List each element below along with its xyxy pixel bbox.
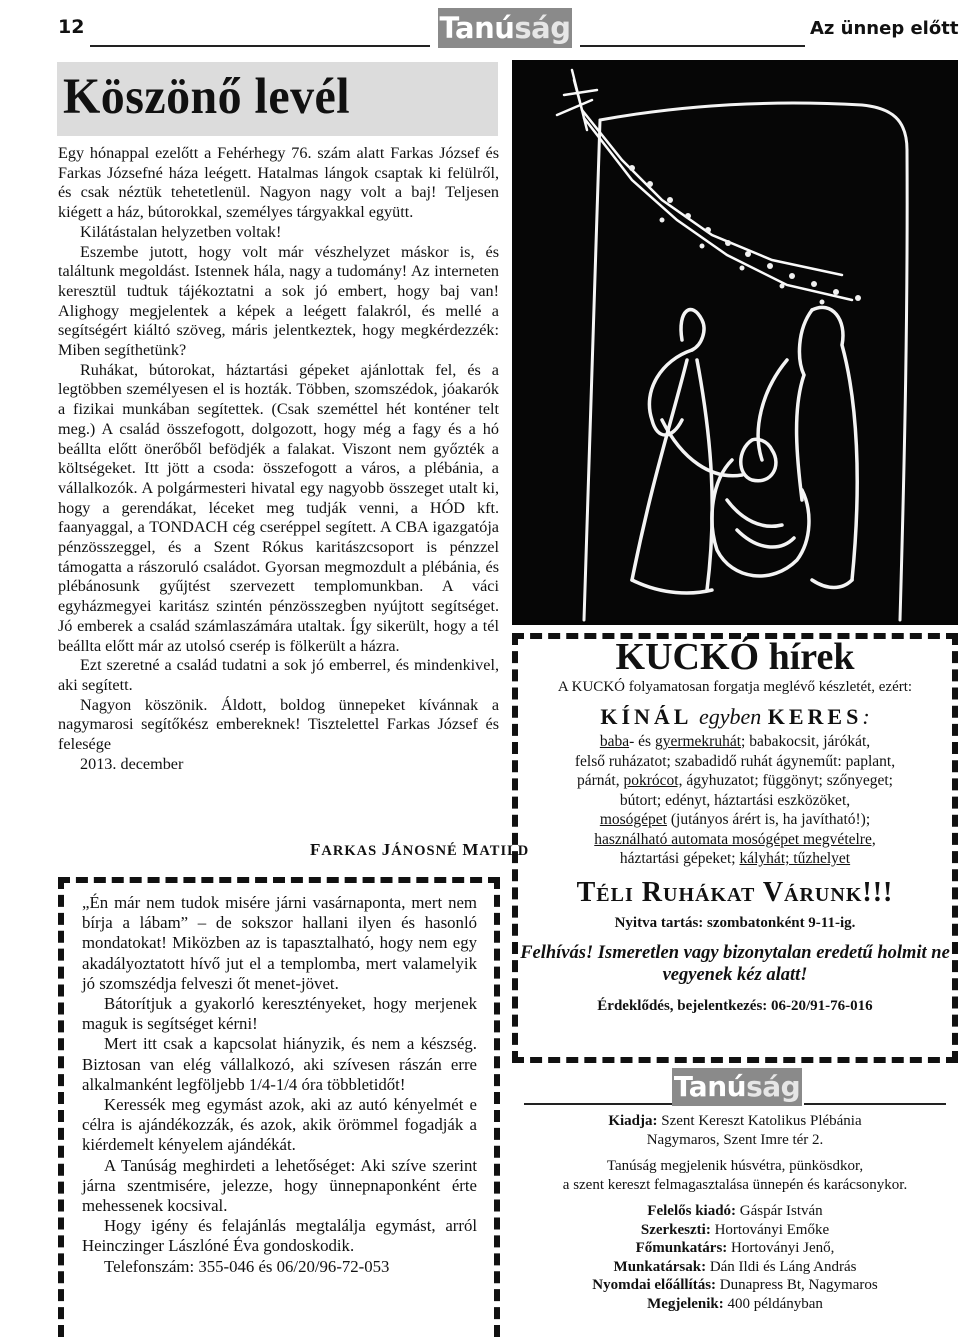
paragraph: Ezt szeretné a család tudatni a sok jó emberrel, és mindenkivel, aki segített.	[58, 656, 499, 694]
kucko-warning: Felhívás! Ismeretlen vagy bizonytalan eredetű holmit ne vegyenek kéz alatt!	[520, 942, 950, 985]
paragraph: Kilátástalan helyzetben voltak!	[80, 222, 282, 241]
header-rule-left	[90, 45, 430, 47]
paragraph: Hogy igény és felajánlás megtalálja egymást, arról Heinczinger Lászlóné Éva gondoskodik.	[82, 1216, 477, 1256]
paragraph: Nagyon köszönik. Áldott, boldog ünnepeket kívánnak a nagymarosi segítőkész embereknek! Tisztelettel Farkas József és felesége	[58, 695, 499, 754]
paragraph: Telefonszám: 355-046 és 06/20/96-72-053	[104, 1256, 390, 1276]
paragraph: Egy hónappal ezelőtt a Fehérhegy 76. szám alatt Farkas József és Farkas Józsefné háza leégett. Hatalmas lángok csaptak ki felülről, és csak néztük tehetetlenül. Nagyon nagy volt a baj! Teljesen kiégett a ház, bútorokkal, személyes tárgyakkal együtt.	[58, 144, 499, 222]
imprint-role: Megjelenik: 400 példányban	[647, 1295, 823, 1312]
kucko-contact: Érdeklődés, bejelentkezés: 06-20/91-76-016	[597, 997, 873, 1014]
imprint-role: Felelős kiadó: Gáspár István	[647, 1203, 823, 1219]
imprint-rule-left	[524, 1103, 672, 1105]
paragraph: „Én már nem tudok misére járni vasárnaponta, mert nem bírja a lábam” – de sokszor hallani ilyen és hasonló mondatokat! Miközben az is tapasztalható, hogy nem egy akadályoztatott hívő jut el a templomba, mert valamelyik jó szomszédja felveszi őt menet-jövet.	[82, 893, 477, 993]
paragraph: 2013. december	[80, 754, 184, 773]
quote-box	[58, 877, 500, 1337]
paragraph: Ruhákat, bútorokat, háztartási gépeket ajánlottak fel, és a legtöbben személyesen el is hozták. Többen, szomszédok, jóakarók a fizikai munkában segítettek. (Csak szeméttel hét konténer telt meg.) A család összefogott, dolgozott, hogy még a fagy és a hó beállta előtt önerőből befödjék a falakat. Viszont nem győzték a költségeket. Itt jött a csoda: összefogott a város, a plébánia, a vállalkozók. A polgármesteri hivatal egy nagyobb összeget utalt ki, hogy a gerendákat, léceket meg tudják venni, a HÓD kft. faanyaggal, a TONDACH cég cseréppel segített. A CBA igazgatója pénzösszeggel, és a Szent Rókus karitászcsoport is pénzzel támogatta a rászoruló családot. Gyorsan megmozdult a plébánia, és plébánosunk gyűjtést szervezett templomunkban. A váci egyházmegyei karitász szintén pénzösszegben nyújtott segítséget. Jó emberek a család számlaszámára utaltak. Így sikerült, hogy a tél beállta előtt már az utolsó cserép is fölkerült a házra.	[58, 360, 499, 655]
article-body	[58, 144, 499, 775]
imprint-role: Nyomdai előállítás: Dunapress Bt, Nagymaros	[592, 1277, 878, 1293]
kucko-opening-hours: Nyitva tartás: szombatonként 9-11-ig.	[614, 914, 856, 931]
page-number: 12	[58, 16, 85, 38]
paragraph: Mert itt csak a kapcsolat hiányzik, és nem a készség. Biztosan van elég vállalkozó, aki szívesen rászán erre alkalmanként legföljebb 1/4-1/4 óra többletidőt!	[82, 1034, 477, 1094]
article-title-box	[57, 62, 498, 136]
kucko-title: KUCKÓ hírek	[615, 636, 855, 678]
imprint-role: Főmunkatárs: Hortoványi Jenő,	[635, 1240, 835, 1256]
paragraph: Bátorítjuk a gyakorló keresztényeket, hogy merjenek maguk is segítséget kérni!	[82, 994, 477, 1034]
kucko-kinal-keres: KÍNÁL egyben KERES:	[600, 704, 870, 729]
kucko-item-list: baba- és gyermekruhát; babakocsit, járókát, felső ruházatot; szabadidő ruhát ágyneműt: paplant, párnát, pokrócot, ágyhuzatot; függönyt; szőnyeget; bútort; edényt, háztartási eszközöket, mosógépet (jutányos árért is, ha javítható!); használható automata mosógépet megvételre, háztartási gépeket; kályhát; tűzhelyet	[574, 733, 896, 867]
header-rule-right	[580, 45, 805, 47]
section-title: Az ünnep előtt	[810, 18, 959, 39]
nativity-light-photo	[512, 60, 958, 625]
imprint: Kiadja: Szent Kereszt Katolikus Plébánia Nagymaros, Szent Imre tér 2. Tanúság megjelenik húsvétra, pünkösdkor, a szent kereszt felmagasztalása ünnepén és karácsonykor. Felelős kiadó: Gáspár István Szerkeszti: Hortoványi Emőke Főmunkatárs: Hortoványi Jenő, Munkatársak: Dán Ildi és Láng András Nyomdai előállítás: Dunapress Bt, Nagymaros Megjelenik: 400 példányban	[512, 1112, 958, 1313]
kucko-winter-clothes: TÉLI RUHÁKAT VÁRUNK!!!	[576, 876, 894, 908]
imprint-role: Szerkeszti: Hortoványi Emőke	[640, 1221, 830, 1238]
paragraph: Keressék meg egymást azok, aki az autó kényelmét e célra is ajándékozzák, és azok, akik örömmel fogadják a kiérdemelt kényelem ajándékát.	[82, 1095, 477, 1155]
paragraph: A Tanúság meghirdeti a lehetőséget: Aki szíve szerint járna szentmisére, jelezze, hogy ünnepnaponként érte mehessenek kocsival.	[82, 1155, 477, 1216]
kucko-intro: A KUCKÓ folyamatosan forgatja meglévő készletét, ezért:	[557, 679, 913, 695]
paragraph: Eszembe jutott, hogy volt már vészhelyzet máskor is, és találtunk megoldást. Istennek hála, nagy a tudomány! Az interneten keresztül tudtuk tájékoztatni a sok jó embert, hogy baj van! Alighogy megjelentek a képek a leégett falakról, és mellé a segítségért kiáltó szöveg, máris jelentkeztek, hogy megkérdezzék: Miben segíthetünk?	[58, 242, 499, 360]
imprint-role: Munkatársak: Dán Ildi és Láng András	[613, 1258, 857, 1275]
imprint-rule-right	[804, 1103, 946, 1105]
quote-text	[82, 893, 477, 1277]
kucko-box	[512, 633, 958, 1063]
header-logo: Tanúság	[438, 8, 572, 48]
article-title: Köszönő levél	[63, 69, 351, 125]
imprint-logo: Tanúság	[672, 1068, 802, 1106]
article-signature: FARKAS JÁNOSNÉ MATILD	[310, 840, 530, 859]
